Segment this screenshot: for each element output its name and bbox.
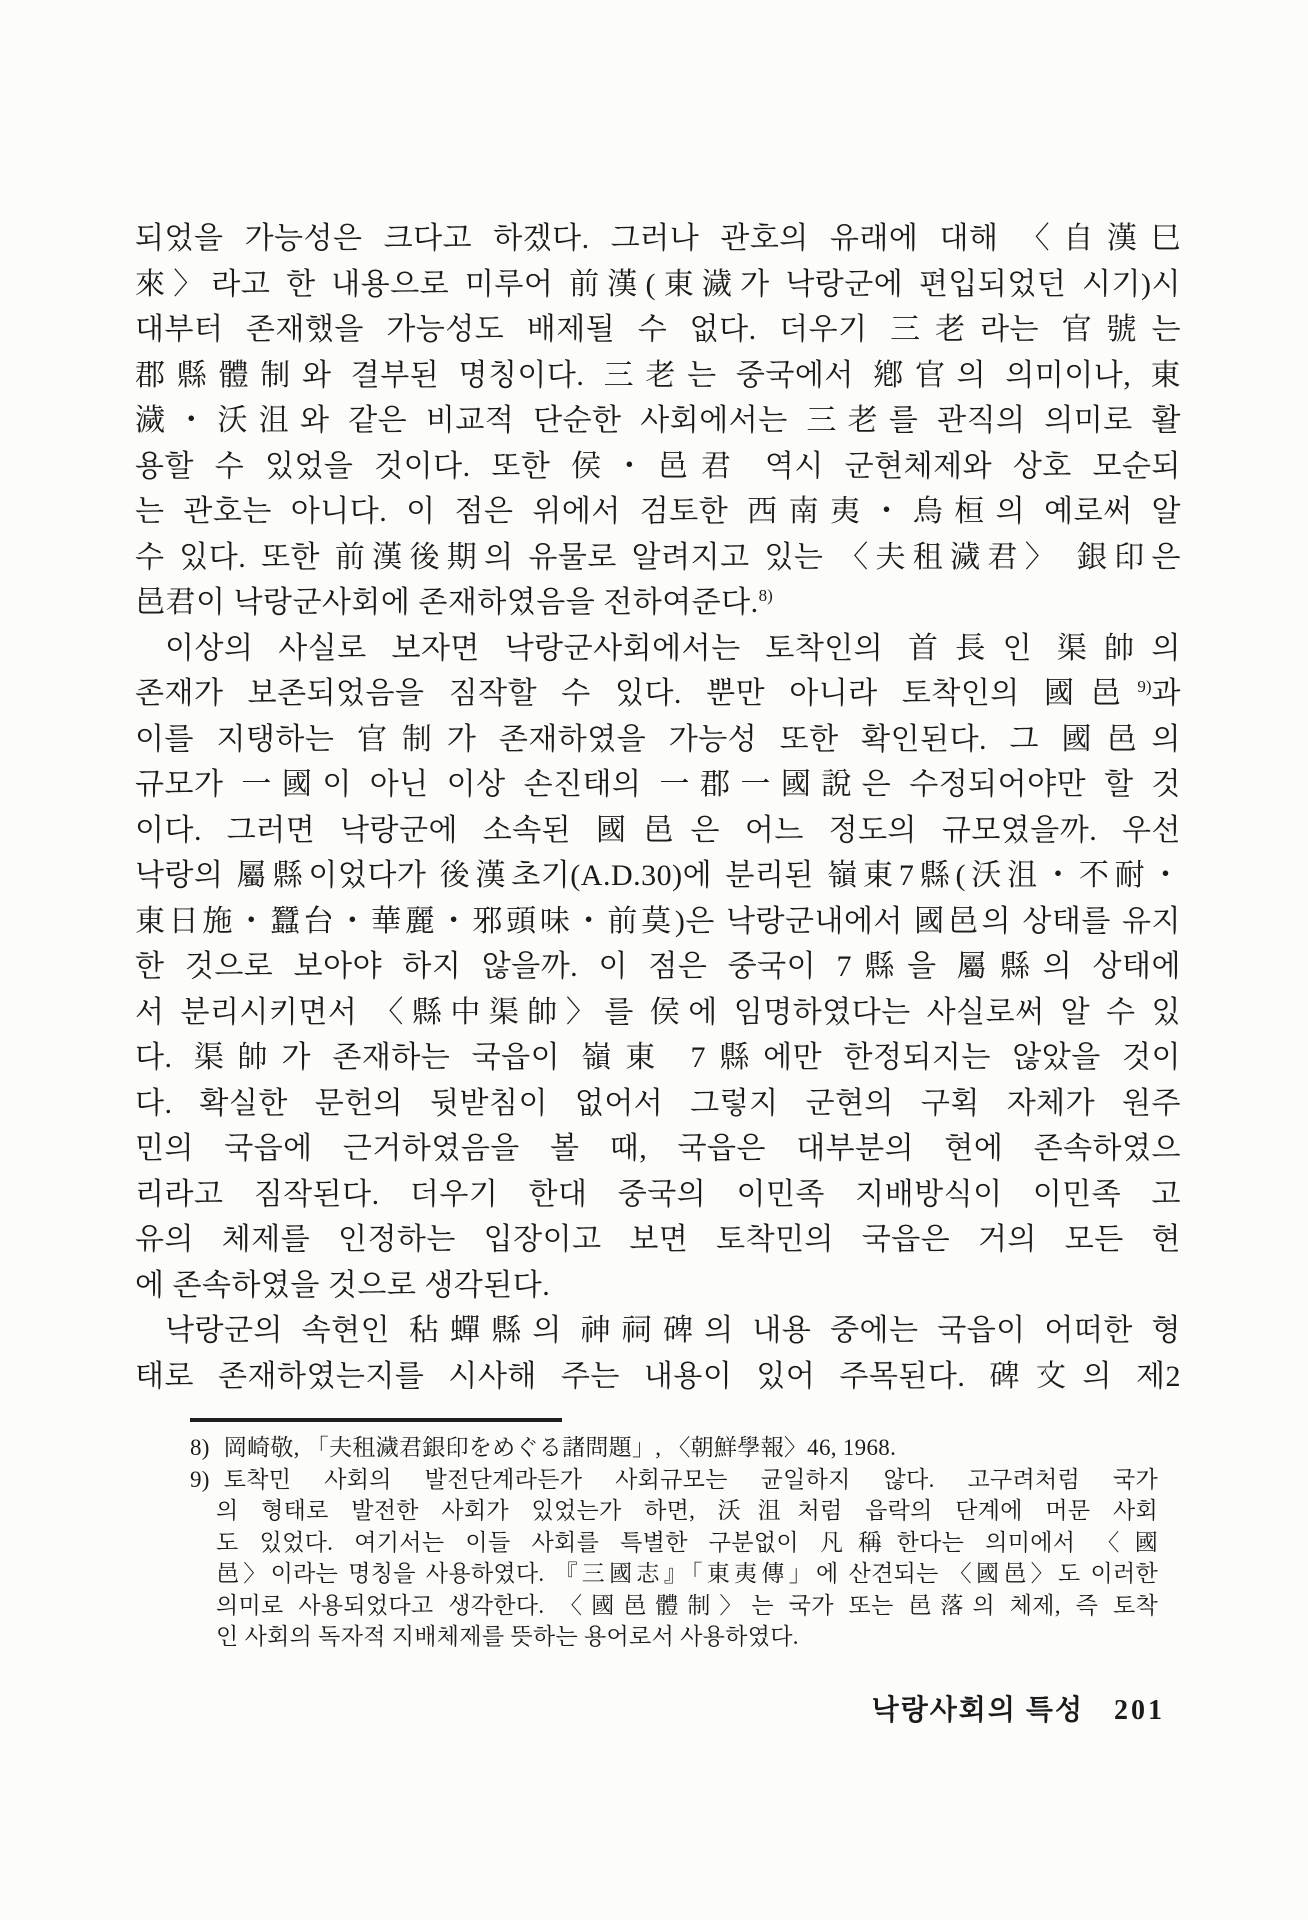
text-line: 대부터 존재했을 가능성도 배제될 수 없다. 더우기 三老라는 官號는 <box>135 313 1181 346</box>
text-line: 낙랑군의 속현인 秥蟬縣의 神祠碑의 내용 중에는 국읍이 어떠한 형 <box>165 1314 1181 1347</box>
text-line: 서 분리시키면서 〈縣中渠帥〉를 侯에 임명하였다는 사실로써 알 수 있 <box>135 995 1181 1029</box>
text-line: 되었을 가능성은 크다고 하겠다. 그러나 관호의 유래에 대해 〈自漢巳 <box>135 222 1181 255</box>
footnote-marker: 8) <box>190 1435 210 1460</box>
text-segment: 존재가 보존되었음을 짐작할 수 있다. 뿐만 아니라 토착인의 國邑 <box>135 677 1138 710</box>
footnote-separator <box>190 1418 562 1422</box>
footnote-text: 岡崎敬, 「夫租濊君銀印をめぐる諸問題」, 〈朝鮮學報〉46, 1968. <box>223 1435 897 1460</box>
text-line: 東日施・蠶台・華麗・邪頭味・前莫)은 낙랑군내에서 國邑의 상태를 유지 <box>135 904 1181 938</box>
footnote-marker: 9) <box>190 1466 210 1492</box>
text-line: 다. 확실한 문헌의 뒷받침이 없어서 그렇지 군현의 구획 자체가 원주 <box>135 1086 1181 1120</box>
text-line: 는 관호는 아니다. 이 점은 위에서 검토한 西南夷・烏桓의 예로써 알 <box>135 495 1181 528</box>
text-line: 수 있다. 또한 前漢後期의 유물로 알려지고 있는 〈夫租濊君〉 銀印은 <box>135 540 1181 574</box>
text-line: 郡縣體制와 결부된 명칭이다. 三老는 중국에서 鄕官의 의미이나, 東 <box>135 358 1181 392</box>
footnote-8 <box>190 1432 1158 1464</box>
footnote-ref-9: 9) <box>1137 677 1152 696</box>
text-line <box>135 580 1181 626</box>
text-line: 다. 渠帥가 존재하는 국읍이 嶺東 7縣에만 한정되지는 않았을 것이 <box>135 1041 1181 1074</box>
page-number: 201 <box>1114 1695 1165 1726</box>
footnote-ref-8: 8) <box>758 586 773 605</box>
text-line: 민의 국읍에 근거하였음을 볼 때, 국읍은 대부분의 현에 존속하였으 <box>135 1132 1181 1165</box>
text-line: 이다. 그러면 낙랑군에 소속된 國邑은 어느 정도의 규모였을까. 우선 <box>135 813 1181 847</box>
text-line: 리라고 짐작된다. 더우기 한대 중국의 이민족 지배방식이 이민족 고 <box>135 1177 1181 1211</box>
text-line: 태로 존재하였는지를 시사해 주는 내용이 있어 주목된다. 碑文의 제2 <box>135 1359 1181 1393</box>
footnote-9-line: 도 있었다. 여기서는 이들 사회를 특별한 구분없이 凡稱한다는 의미에서 〈國 <box>216 1529 1158 1555</box>
footnote-9 <box>190 1464 1158 1496</box>
footnote-section <box>190 1432 1158 1653</box>
text-line: 한 것으로 보아야 하지 않을까. 이 점은 중국이 7縣을 屬縣의 상태에 <box>135 950 1181 983</box>
text-line: 규모가 一國이 아닌 이상 손진태의 一郡一國說은 수정되어야만 할 것 <box>135 768 1181 801</box>
footnote-9-line: 의미로 사용되었다고 생각한다. 〈國邑體制〉는 국가 또는 邑落의 체제, 즉 토착 <box>216 1592 1158 1618</box>
text-segment: 과 <box>1151 677 1181 710</box>
footnote-text: 토착민 사회의 발전단계라든가 사회규모는 균일하지 않다. 고구려처럼 국가 <box>223 1466 1158 1492</box>
footnote-9-line: 邑〉이라는 명칭을 사용하였다. 『三國志』「東夷傳」에 산견되는 〈國邑〉도 이러한 <box>216 1561 1158 1586</box>
text-line: 유의 체제를 인정하는 입장이고 보면 토착민의 국읍은 거의 모든 현 <box>135 1223 1181 1256</box>
running-title: 낙랑사회의 특성 <box>871 1695 1084 1726</box>
text-segment: 邑君이 낙랑군사회에 존재하였음을 전하여준다. <box>135 586 759 619</box>
text-line: 이를 지탱하는 官制가 존재하였을 가능성 또한 확인된다. 그 國邑의 <box>135 722 1181 756</box>
text-line: 이상의 사실로 보자면 낙랑군사회에서는 토착인의 首長인 渠帥의 <box>165 631 1181 665</box>
text-line: 에 존속하였을 것으로 생각된다. <box>135 1268 551 1302</box>
footnote-9-line: 인 사회의 독자적 지배체제를 뜻하는 용어로서 사용하였다. <box>216 1624 799 1649</box>
body-text <box>135 216 1181 1399</box>
text-line: 濊・沃沮와 같은 비교적 단순한 사회에서는 三老를 관직의 의미로 활 <box>135 404 1181 437</box>
footnote-9-line: 의 형태로 발전한 사회가 있었는가 하면, 沃沮처럼 읍락의 단계에 머문 사회 <box>216 1498 1158 1523</box>
page-footer <box>872 1688 1165 1728</box>
text-line: 낙랑의 屬縣이었다가 後漢초기(A.D.30)에 분리된 嶺東7縣(沃沮・不耐・ <box>135 859 1181 892</box>
text-line <box>135 671 1181 717</box>
text-line: 來〉라고 한 내용으로 미루어 前漢(東濊가 낙랑군에 편입되었던 시기)시 <box>135 267 1181 301</box>
text-line: 용할 수 있었을 것이다. 또한 侯・邑君 역시 군현체제와 상호 모순되 <box>135 449 1181 483</box>
